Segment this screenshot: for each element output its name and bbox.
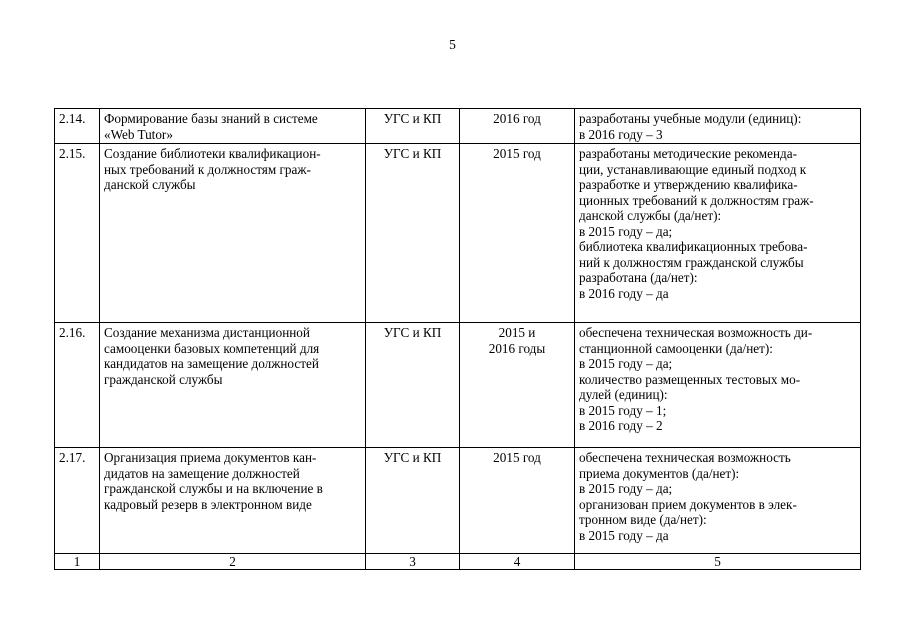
column-number-row [55,554,861,570]
table-row [55,323,861,448]
item-number: 2.15. [55,144,100,323]
term-text: 2015 и 2016 годы [460,323,575,448]
result-text: разработаны методические рекоменда- ции, устанавливающие единый подход к разработке и утверждению квалифика- ционных требований к должностям граж- данской службы (да/нет): в 2015 году – да; библиотека квалификационных требова- ний к должностям гражданской службы разработана (да/нет): в 2016 году – да [575,144,861,323]
item-number: 2.16. [55,323,100,448]
activity-text: Создание библиотеки квалификацион- ных требований к должностям граж- данской службы [100,144,366,323]
table-row [55,144,861,323]
result-text: разработаны учебные модули (единиц): в 2016 году – 3 [575,109,861,144]
column-number: 1 [55,554,100,570]
activity-text: Формирование базы знаний в системе «Web Tutor» [100,109,366,144]
table-row [55,109,861,144]
column-number: 4 [460,554,575,570]
column-number: 3 [366,554,460,570]
column-number: 2 [100,554,366,570]
result-text: обеспечена техническая возможность приема документов (да/нет): в 2015 году – да; организован прием документов в элек- тронном виде (да/нет): в 2015 году – да [575,448,861,554]
result-text: обеспечена техническая возможность ди- станционной самооценки (да/нет): в 2015 году – да; количество размещенных тестовых мо- дулей (единиц): в 2015 году – 1; в 2016 году – 2 [575,323,861,448]
executor-text: УГС и КП [366,109,460,144]
item-number: 2.14. [55,109,100,144]
executor-text: УГС и КП [366,323,460,448]
term-text: 2015 год [460,448,575,554]
column-number: 5 [575,554,861,570]
term-text: 2016 год [460,109,575,144]
executor-text: УГС и КП [366,448,460,554]
activity-text: Создание механизма дистанционной самооценки базовых компетенций для кандидатов на замещение должностей гражданской службы [100,323,366,448]
activities-table [54,108,861,570]
table-row [55,448,861,554]
activity-text: Организация приема документов кан- дидатов на замещение должностей гражданской службы и на включение в кадровый резерв в электронном виде [100,448,366,554]
page-number: 5 [449,37,456,52]
item-number: 2.17. [55,448,100,554]
term-text: 2015 год [460,144,575,323]
executor-text: УГС и КП [366,144,460,323]
